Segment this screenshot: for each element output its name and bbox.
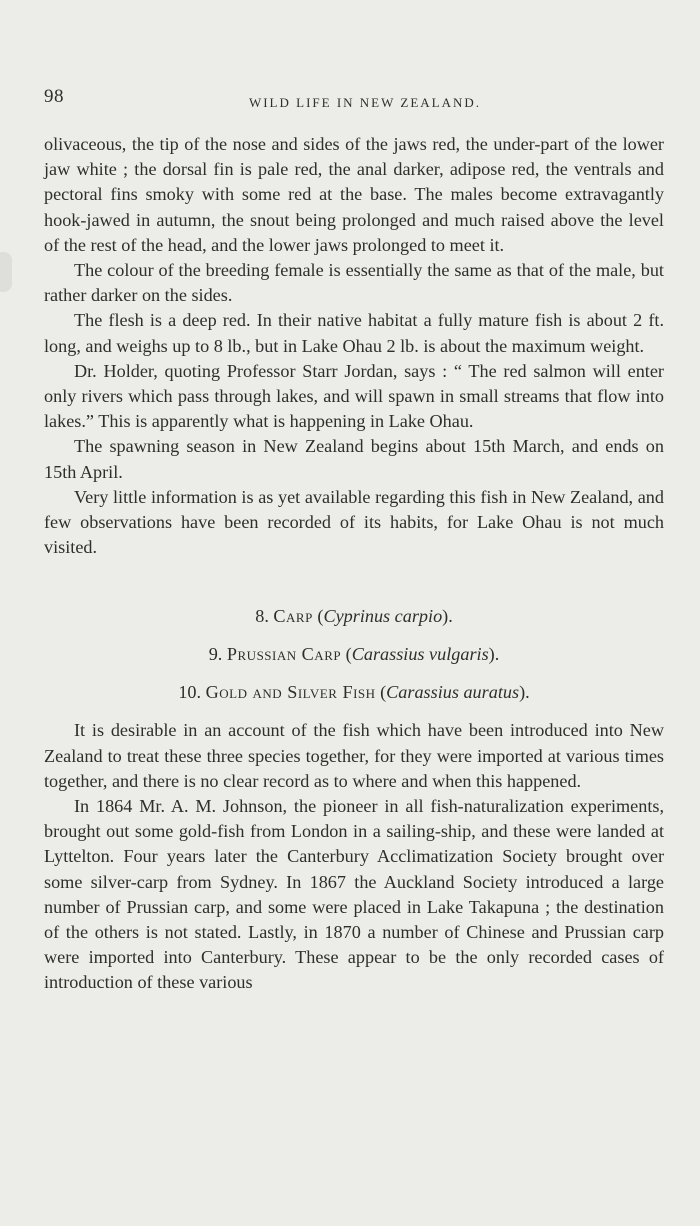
heading-number: 10. xyxy=(178,682,202,703)
paragraph: The colour of the breeding female is essentially the same as that of the male, but rather darker on the sides. xyxy=(44,260,664,306)
body-text xyxy=(44,132,664,996)
section-heading: 9. Prussian Carp (Carassius vulgaris). xyxy=(208,644,500,665)
page-number: 98 xyxy=(44,86,64,107)
heading-latin-name: Carassius auratus xyxy=(386,682,520,703)
section-heading: 10. Gold and Silver Fish (Carassius auratus). xyxy=(178,682,530,703)
page-edge-mark xyxy=(0,252,12,292)
paragraph: Very little information is as yet available regarding this fish in New Zealand, and few observations have been recorded of its habits, for Lake Ohau is not much visited. xyxy=(44,486,664,558)
paragraph: The flesh is a deep red. In their native habitat a fully mature fish is about 2 ft. long, and weighs up to 8 lb., but in Lake Ohau 2 lb. is about the maximum weight. xyxy=(44,310,664,356)
heading-latin-name: Carassius vulgaris xyxy=(351,644,489,665)
section-heading: 8. Carp (Cyprinus carpio). xyxy=(255,606,453,627)
heading-number: 9. xyxy=(208,644,223,665)
heading-latin-name: Cyprinus carpio xyxy=(323,606,443,627)
paragraph: The spawning season in New Zealand begins about 15th March, and ends on 15th April. xyxy=(44,436,664,482)
heading-number: 8. xyxy=(255,606,269,627)
running-title: WILD LIFE IN NEW ZEALAND. xyxy=(248,95,482,110)
paragraph: In 1864 Mr. A. M. Johnson, the pioneer in all fish-naturalization experiments, brought out some gold-fish from London in a sailing-ship, and these were landed at Lyttelton. Four years later the Canterbury Acclimatization Society brought over some silver-carp from Sydney. In 1867 the Auckland Society introduced a large number of Prussian carp, and some were placed in Lake Takapuna ; the destination of the others is not stated. Lastly, in 1870 a number of Chinese and Prussian carp were imported into Canterbury. These appear to be the only recorded cases of introduction of these various xyxy=(44,796,664,993)
heading-common-name: Prussian Carp xyxy=(226,644,342,665)
paragraph: olivaceous, the tip of the nose and sides of the jaws red, the under-part of the lower jaw white ; the dorsal fin is pale red, the anal darker, adipose red, the ventrals and pectoral fins smoky with some red at the base. The males become extravagantly hook-jawed in autumn, the snout being prolonged and much raised above the level of the rest of the head, and the lower jaws prolonged to meet it. xyxy=(44,134,664,255)
heading-common-name: Gold and Silver Fish xyxy=(205,682,376,703)
paragraph: Dr. Holder, quoting Professor Starr Jordan, says : “ The red salmon will enter only rivers which pass through lakes, and will spawn in small streams that flow into lakes.” This is apparently what is happening in Lake Ohau. xyxy=(44,360,664,432)
heading-common-name: Carp xyxy=(273,606,313,627)
paragraph: It is desirable in an account of the fish which have been introduced into New Zealand to treat these three species together, for they were imported at various times together, and there is no clear record as to where and when this happened. xyxy=(44,720,664,791)
